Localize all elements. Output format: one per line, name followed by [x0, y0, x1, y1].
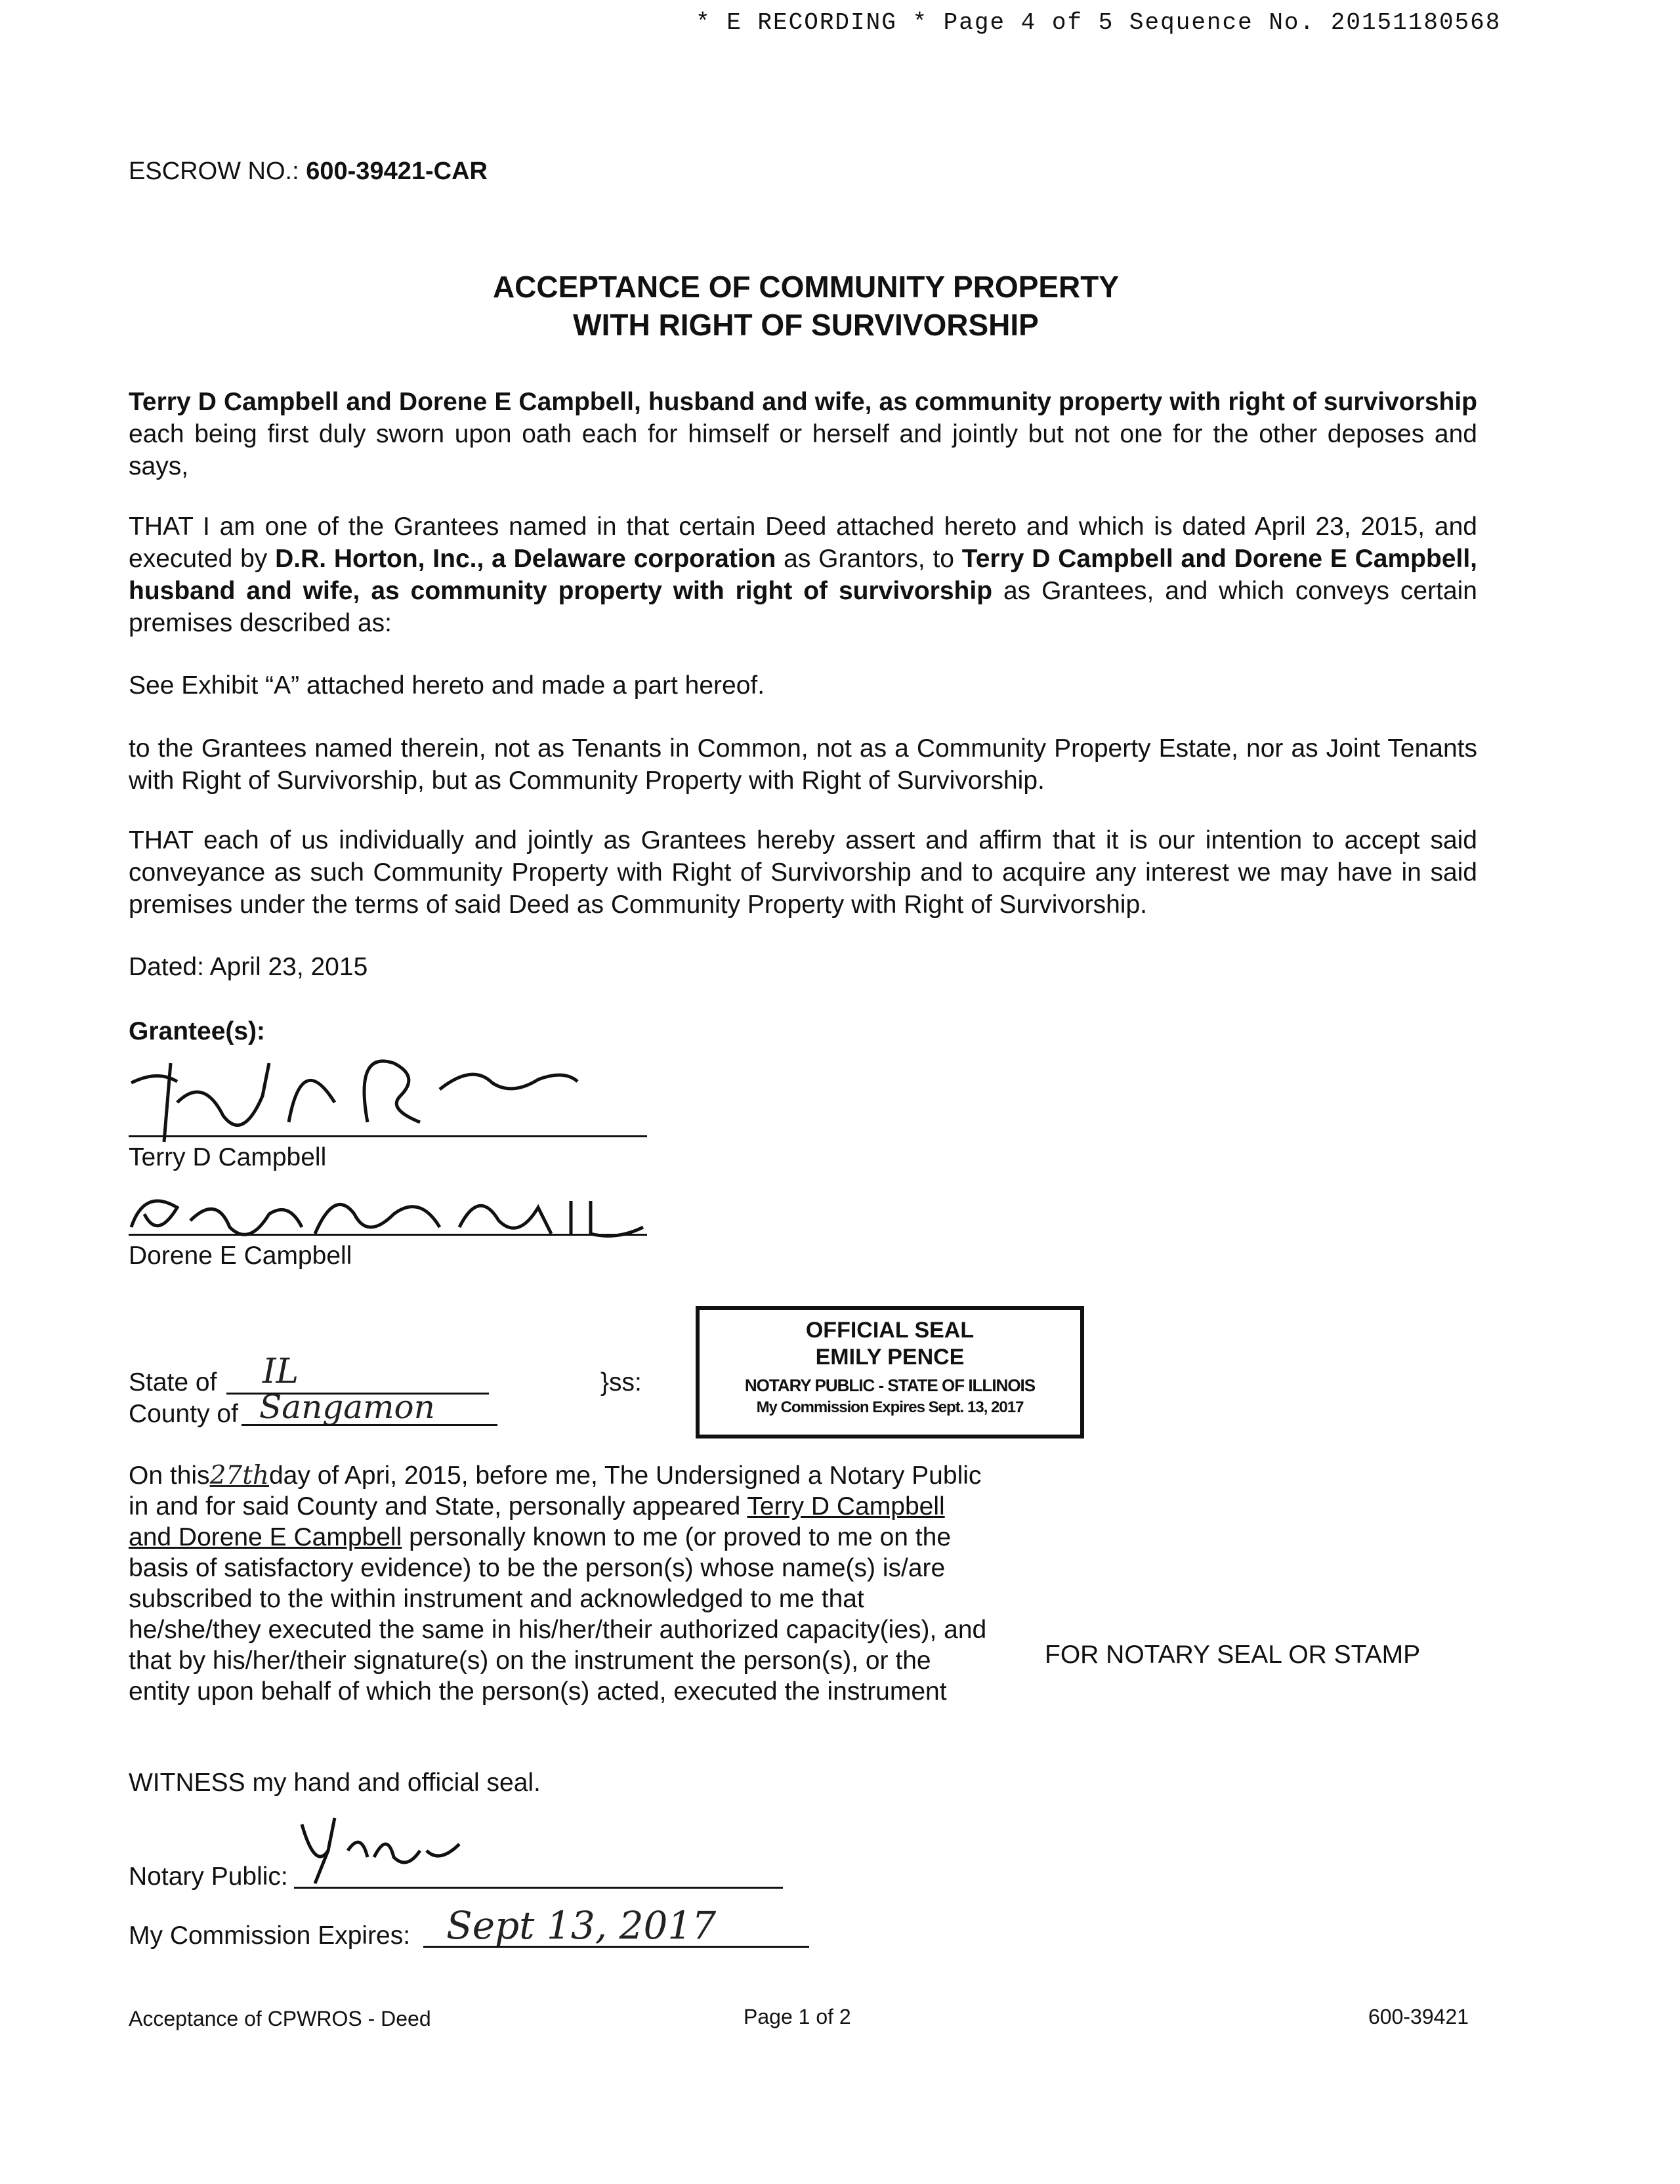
commission-label: My Commission Expires: — [129, 1922, 411, 1950]
state-value: IL — [262, 1352, 299, 1391]
commission-value: Sept 13, 2017 — [446, 1903, 717, 1948]
notary-signature — [289, 1811, 486, 1890]
notary-acknowledgment — [129, 1460, 988, 1707]
recording-header: * E RECORDING * Page 4 of 5 Sequence No. 20151180568 — [696, 9, 1502, 36]
notary-day: 27th — [209, 1461, 269, 1490]
grantee1-signature-line — [129, 1135, 647, 1137]
county-line — [242, 1424, 497, 1426]
seal-line3: NOTARY PUBLIC - STATE OF ILLINOIS — [744, 1376, 1036, 1395]
commission-line — [423, 1946, 809, 1948]
witness-line: WITNESS my hand and official seal. — [129, 1769, 541, 1797]
grantees-label: Grantee(s): — [129, 1017, 266, 1045]
seal-line2: EMILY PENCE — [815, 1345, 965, 1370]
footer-page: Page 1 of 2 — [744, 2005, 851, 2028]
escrow-label: ESCROW NO.: — [129, 158, 299, 185]
footer-right: 600-39421 — [1368, 2005, 1469, 2028]
grantee2-signature-line — [129, 1234, 647, 1236]
notary-text-2: day of Apri, 2015, before me, The Undersigned a Notary Public in and for said County and State, personally appeared — [129, 1461, 982, 1521]
grantee2-name: Dorene E Campbell — [129, 1242, 352, 1270]
escrow-value: 600-39421-CAR — [306, 158, 488, 185]
seal-placeholder: FOR NOTARY SEAL OR STAMP — [1045, 1641, 1421, 1669]
affiants-bold: Terry D Campbell and Dorene E Campbell, husband and wife, as community property with right of survivorship — [129, 388, 1477, 416]
deed-text-3: as Grantees, and which conveys certain premises described as: — [129, 577, 1477, 637]
notary-text-1: On this — [129, 1461, 210, 1490]
seal-line4: My Commission Expires Sept. 13, 2017 — [756, 1398, 1024, 1416]
deed-text-2: as Grantors, to — [776, 545, 962, 573]
notary-appeared-names: Terry D Campbell and Dorene E Campbell — [129, 1492, 945, 1551]
grantee-names: Terry D Campbell and Dorene E Campbell, husband and wife, as community property with right of survivorship — [129, 545, 1478, 605]
grantee1-name: Terry D Campbell — [129, 1143, 327, 1171]
official-seal-stamp — [696, 1306, 1084, 1438]
county-value: Sangamon — [259, 1388, 435, 1426]
county-label: County of — [129, 1400, 238, 1428]
paragraph-affiants — [129, 386, 1477, 482]
paragraph-deed — [129, 511, 1477, 639]
paragraph-tenancy: to the Grantees named therein, not as Tenants in Common, not as a Community Property Estate, nor as Joint Tenants with Right of Survivorship, but as Community Property with Right of Survivorship. — [129, 734, 1477, 795]
ss-marker: }ss: — [600, 1368, 642, 1396]
grantor-name: D.R. Horton, Inc., a Delaware corporation — [275, 545, 776, 573]
affiants-text: each being first duly sworn upon oath each for himself or herself and jointly but not one for the other deposes and says, — [129, 420, 1477, 480]
deed-text-1: THAT I am one of the Grantees named in that certain Deed attached hereto and which is dated April 23, 2015, and executed by — [129, 513, 1477, 573]
seal-line1: OFFICIAL SEAL — [805, 1318, 975, 1343]
paragraph-affirmation: THAT each of us individually and jointly as Grantees hereby assert and affirm that it is our intention to accept said conveyance as such Community Property with Right of Survivorship and to acquire any interest we may have in said premises under the terms of said Deed as Community Property with Right of Survivorship. — [129, 826, 1477, 919]
footer-left: Acceptance of CPWROS - Deed — [129, 2007, 431, 2030]
escrow-number — [129, 158, 488, 186]
dated-line: Dated: April 23, 2015 — [129, 953, 368, 981]
notary-public-label: Notary Public: — [129, 1862, 288, 1891]
paragraph-exhibit: See Exhibit “A” attached hereto and made a part hereof. — [129, 671, 765, 700]
document-title-line1: ACCEPTANCE OF COMMUNITY PROPERTY — [492, 270, 1120, 304]
state-label: State of — [129, 1368, 217, 1396]
notary-public-line — [294, 1887, 783, 1889]
notary-text-3: personally known to me (or proved to me on the basis of satisfactory evidence) to be the person(s) whose name(s) is/are subscribed to the within instrument and acknowledged to me that he/she/they executed the same in his/her/their authorized capacity(ies), and that by his/her/their signature(s) on the instrument the person(s), or the entity upon behalf of which the person(s) acted, executed the instrument — [129, 1523, 987, 1706]
document-title-line2: WITH RIGHT OF SURVIVORSHIP — [573, 308, 1039, 342]
